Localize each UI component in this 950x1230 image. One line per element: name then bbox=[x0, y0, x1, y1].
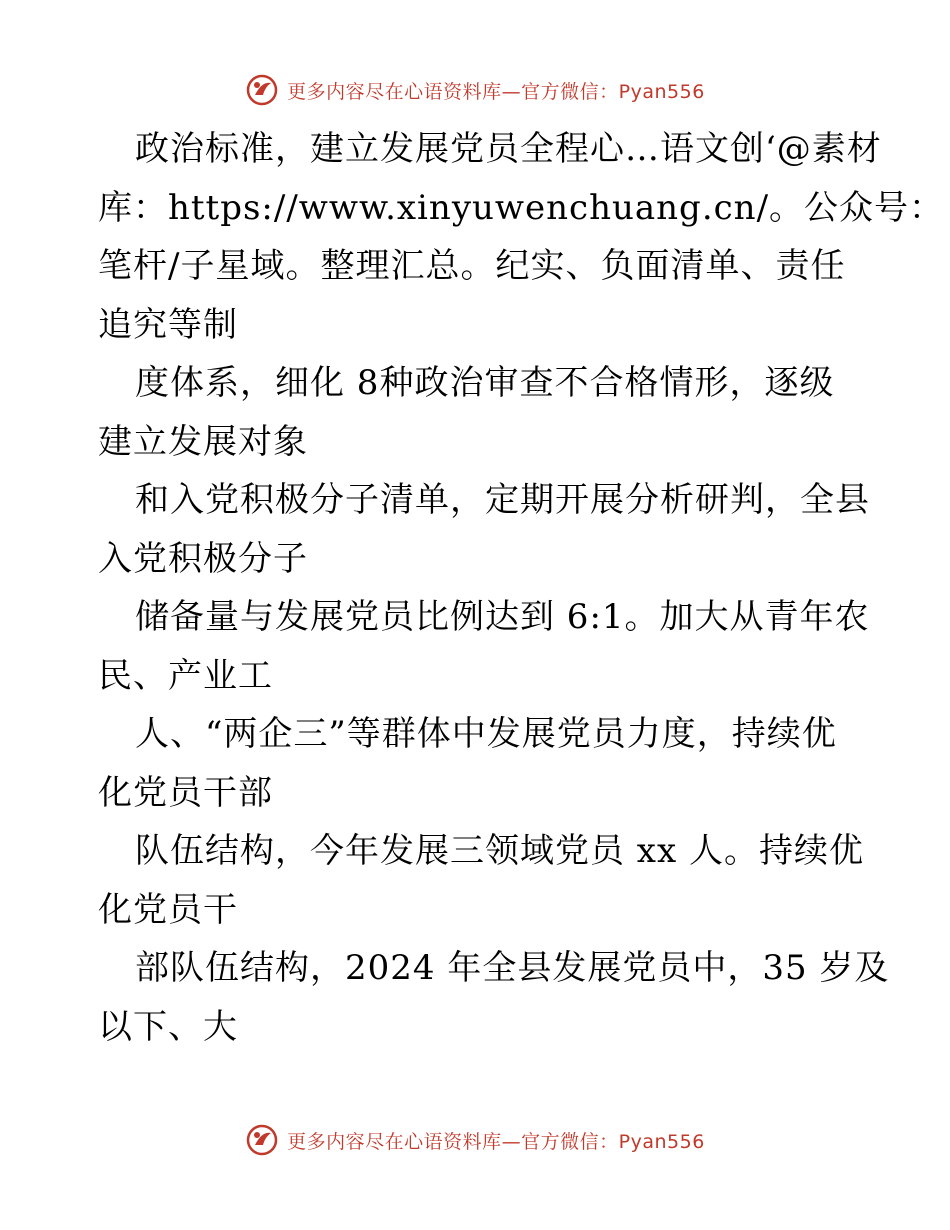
paragraph-line: 队伍结构，今年发展三领域党员 xx 人。持续优 bbox=[135, 831, 864, 871]
paragraph-line: 库：https://www.xinyuwenchuang.cn/。公众号： bbox=[98, 187, 945, 228]
paragraph-line: 储备量与发展党员比例达到 6:1。加大从青年农 bbox=[135, 597, 870, 637]
paragraph-line: 人、“两企三”等群体中发展党员力度，持续优 bbox=[135, 714, 837, 754]
brand-logo-icon bbox=[245, 73, 279, 107]
paragraph-line: 政治标准，建立发展党员全程心…语文创‘@素材 bbox=[135, 129, 882, 169]
paragraph-line: 笔杆/子星域。整理汇总。纪实、负面清单、责任 bbox=[98, 246, 846, 286]
paragraph-line: 民、产业工 bbox=[98, 655, 273, 696]
watermark-text: 更多内容尽在心语资料库—官方微信：Pyan556 bbox=[287, 1130, 705, 1153]
brand-logo-icon bbox=[245, 1123, 279, 1157]
paragraph-line: 入党积极分子 bbox=[98, 538, 308, 579]
paragraph-line: 度体系，细化 8种政治审查不合格情形，逐级 bbox=[135, 363, 835, 403]
paragraph-line: 和入党积极分子清单，定期开展分析研判，全县 bbox=[135, 480, 870, 520]
paragraph-line: 化党员干 bbox=[98, 889, 238, 930]
paragraph-line: 以下、大 bbox=[98, 1006, 238, 1047]
footer-watermark bbox=[0, 1120, 950, 1160]
header-watermark bbox=[0, 70, 950, 110]
watermark-text: 更多内容尽在心语资料库—官方微信：Pyan556 bbox=[287, 80, 705, 103]
document-body bbox=[98, 120, 945, 1056]
paragraph-line: 追究等制 bbox=[98, 304, 238, 345]
paragraph-line: 建立发展对象 bbox=[98, 421, 308, 462]
paragraph-line: 部队伍结构，2024 年全县发展党员中，35 岁及 bbox=[135, 948, 890, 988]
paragraph-line: 化党员干部 bbox=[98, 772, 273, 813]
